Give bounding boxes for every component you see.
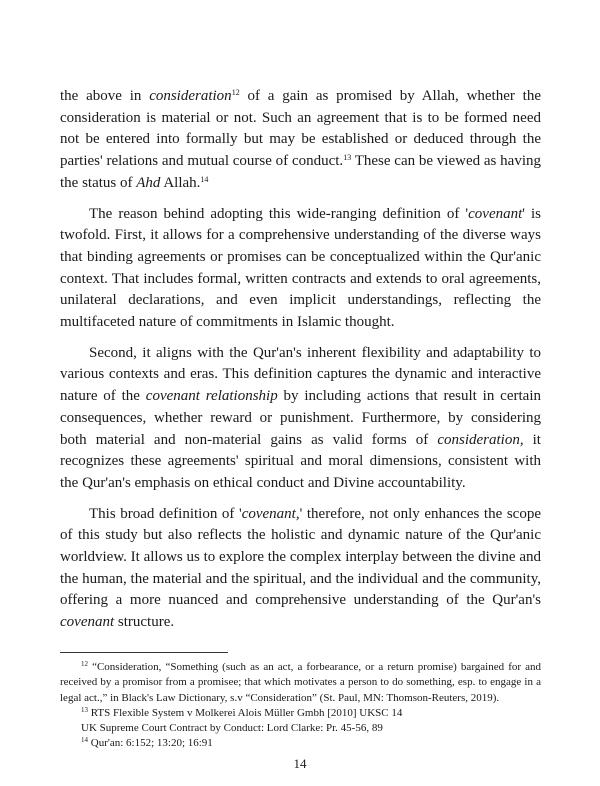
paragraph-2: [60, 204, 541, 334]
emphasis: consideration: [149, 88, 232, 104]
footnote-number: 12: [81, 660, 88, 668]
footnote-number: 14: [81, 736, 88, 745]
footnote-ref-14: 14: [200, 174, 209, 184]
footnote-number: 13: [81, 705, 88, 714]
footnote-ref-13: 13: [343, 153, 352, 163]
emphasis: consideration,: [437, 431, 524, 448]
text-run: Allah.: [160, 174, 201, 191]
footnote-12: [60, 660, 541, 706]
page-number: 14: [293, 756, 307, 771]
text-run: the above in: [60, 88, 150, 104]
emphasis: covenant relationship: [145, 388, 278, 405]
footnote-divider: [60, 652, 228, 653]
footnote-text: “Consideration, “Something (such as an act, a forbearance, or a return promise) bargained for and received by a promisor from a promisee; that which motivates a person to do something, esp. to engage in a legal act.,” in Black's Law Dictionary, s.v “Consideration” (St. Paul, MN: Thomson-Reuters, 2019).: [60, 661, 541, 704]
emphasis: covenant: [60, 614, 115, 631]
text-run: it recognizes these agreements' spiritual and moral dimensions, consistent with the Qur'an's emphasis on ethical conduct and Divine accountability.: [60, 431, 541, 491]
text-run: ' is twofold. First, it allows for a comprehensive understanding of the diverse ways that binding agreements or promises can be conceptualized within the Qur'anic context. That includes formal, written contracts and extends to oral agreements, unilateral declarations, and even implicit understandings, reflecting the multifaceted nature of commitments in Islamic thought.: [60, 205, 541, 331]
text-run: Second, it aligns with the Qur'an's inherent flexibility and adaptability to various contexts and eras. This definition captures the dynamic and interactive nature of the: [60, 344, 541, 405]
emphasis: Ahd: [136, 174, 161, 191]
footnote-text: UK Supreme Court Contract by Conduct: Lord Clarke: Pr. 45-56, 89: [81, 722, 383, 735]
paragraph-3: [60, 343, 541, 495]
main-text: [60, 86, 541, 643]
text-run: These can be viewed as having the status of: [60, 153, 541, 191]
footnote-ref-12: 12: [231, 88, 240, 97]
text-run: The reason behind adopting this wide-ranging definition of ': [89, 205, 469, 222]
footnote-13: [60, 706, 541, 721]
footnote-14: [60, 736, 541, 751]
text-run: of a gain as promised by Allah, whether the consideration is material or not. Such an agreement that is to be formed need not be entered into formally but may be established or deduced through the parties' relations and mutual course of conduct.: [60, 88, 541, 170]
footnote-text: RTS Flexible System v Molkerei Alois Müller Gmbh [2010] UKSC 14: [88, 706, 403, 719]
footnotes: [60, 660, 541, 752]
text-run: structure.: [114, 614, 175, 631]
emphasis: covenant: [468, 205, 523, 222]
paragraph-1: [60, 86, 541, 195]
footnote-13-continued: [60, 721, 541, 736]
emphasis: covenant,: [241, 505, 300, 522]
text-run: ' therefore, not only enhances the scope of this study but also reflects the holistic and dynamic nature of the Qur'anic worldview. It allows us to explore the complex interplay between the divine and the human, the material and the spiritual, and the individual and the community, offering a more nuanced and comprehensive understanding of the Qur'an's: [60, 505, 541, 609]
footnote-text: Qur'an: 6:152; 13:20; 16:91: [88, 737, 213, 750]
text-run: by including actions that result in certain consequences, whether reward or punishment. Furthermore, by considering both material and non-material gains as valid forms of: [60, 388, 541, 448]
paragraph-4: [60, 504, 541, 634]
text-run: This broad definition of ': [89, 505, 242, 522]
